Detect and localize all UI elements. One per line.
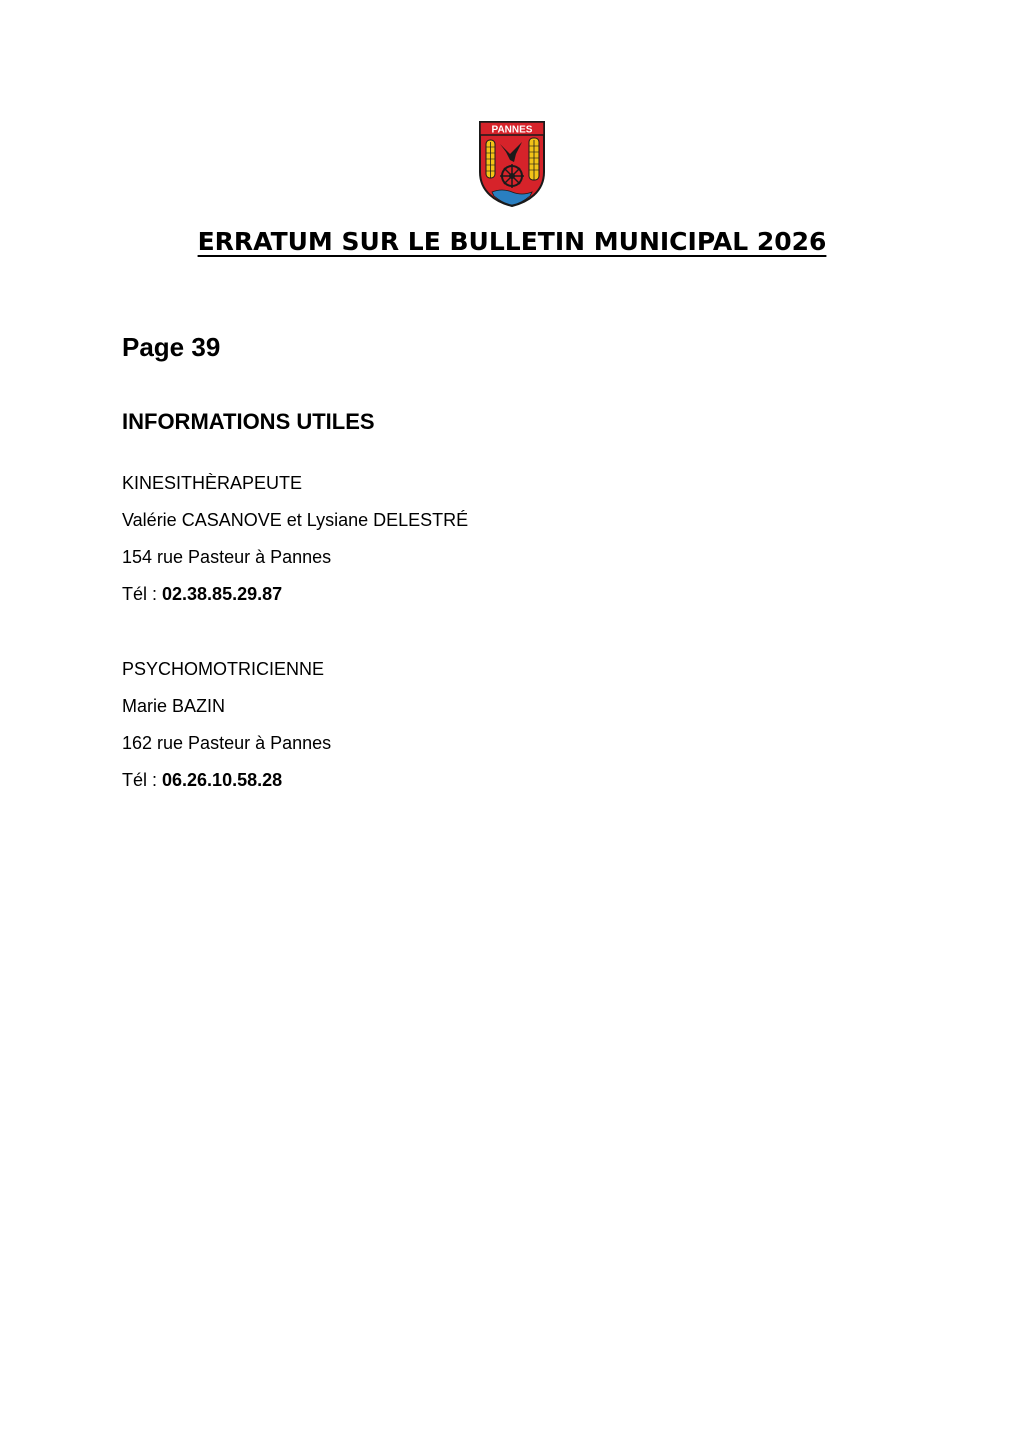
- entry-phone-label: Tél :: [122, 770, 163, 790]
- entry-phone-line: [122, 582, 468, 619]
- entry-address: 154 rue Pasteur à Pannes: [122, 547, 332, 567]
- entry-phone-number: 06.26.10.58.28: [162, 770, 283, 790]
- entry-profession: PSYCHOMOTRICIENNE: [122, 659, 325, 679]
- entry-names: Valérie CASANOVE et Lysiane DELESTRÉ: [122, 510, 469, 530]
- contact-entry-kinesitherapeute: [122, 471, 468, 619]
- section-heading: INFORMATIONS UTILES: [122, 409, 375, 434]
- crest-label: PANNES: [491, 124, 533, 136]
- entry-names: Marie BAZIN: [122, 696, 226, 716]
- entry-phone-label: Tél :: [122, 584, 163, 604]
- entry-phone-line: [122, 768, 331, 805]
- entry-address: 162 rue Pasteur à Pannes: [122, 733, 332, 753]
- wheat-right-icon: [529, 138, 539, 180]
- entry-profession: KINESITHÈRAPEUTE: [122, 473, 303, 493]
- municipal-crest-icon: [478, 120, 546, 208]
- page-label: Page 39: [122, 332, 221, 362]
- entry-phone-number: 02.38.85.29.87: [162, 584, 283, 604]
- document-title: [0, 224, 1024, 260]
- document-title-text: ERRATUM SUR LE BULLETIN MUNICIPAL 2026: [197, 227, 827, 256]
- wheat-left-icon: [486, 140, 495, 178]
- contact-entry-psychomotricienne: [122, 657, 331, 805]
